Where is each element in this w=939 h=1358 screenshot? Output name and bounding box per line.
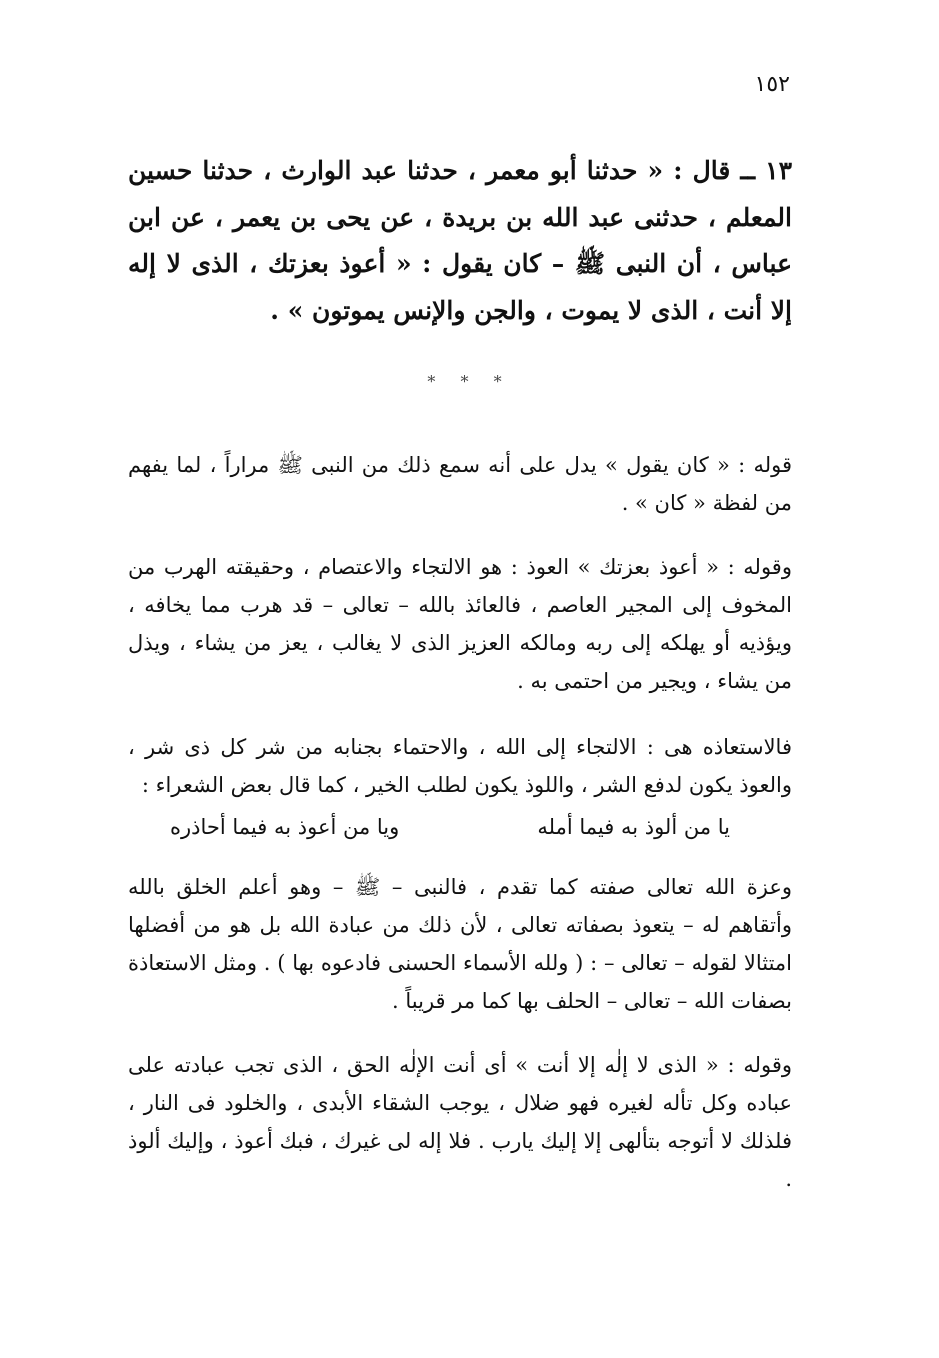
commentary-paragraph-2 xyxy=(128,548,792,700)
paragraph-text: قوله : « كان يقول » يدل على أنه سمع ذلك من النبى ﷺ مراراً ، لما يفهم من لفظة « كان » . xyxy=(128,453,792,515)
paragraph-text: وعزة الله تعالى صفته كما تقدم ، فالنبى – ﷺ – وهو أعلم الخلق بالله وأتقاهم له – يتعوذ بصفاته تعالى ، لأن ذلك من عبادة الله بل هو من أفضلها امتثالا لقوله – تعالى – : ( ولله الأسماء الحسنى فادعوه بها ) . ومثل الاستعاذة بصفات الله – تعالى – الحلف بها كما مر قريباً . xyxy=(128,875,792,1013)
paragraph-text: فالاستعاذه هى : الالتجاء إلى الله ، والاحتماء بجنابه من شر كل ذى شر ، والعوذ يكون لدفع الشر ، واللوذ يكون لطلب الخير ، كما قال بعض الشعراء : xyxy=(128,735,792,797)
hadith-number: ١٣ xyxy=(765,156,792,185)
hadith-body: ــ قال : « حدثنا أبو معمر ، حدثنا عبد الوارث ، حدثنا حسين المعلم ، حدثنى عبد الله بن بريدة ، عن يحى بن يعمر ، عن ابن عباس ، أن النبى ﷺ – كان يقول : « أعوذ بعزتك ، الذى لا إله إلا أنت ، الذى لا يموت ، والجن والإنس يموتون » . xyxy=(128,156,792,325)
verse-second-hemistich: ويا من أعوذ به فيما أحاذره xyxy=(170,815,400,839)
commentary-paragraph-4 xyxy=(128,868,792,1020)
verse-first-hemistich: يا من ألوذ به فيما أمله xyxy=(537,815,730,839)
paragraph-text: وقوله : « الذى لا إلٰه إلا أنت » أى أنت الإلٰه الحق ، الذى تجب عبادته على عباده وكل تأله لغيره فهو ضلال ، يوجب الشقاء الأبدى ، والخلود فى النار ، فلذلك لا أتوجه بتألهى إلا إليك يارب . فلا إله لى غيرك ، فبك أعوذ ، وإليك ألوذ . xyxy=(128,1053,792,1191)
poetry-verse xyxy=(170,808,730,846)
commentary-paragraph-1 xyxy=(128,446,792,522)
paragraph-text: وقوله : « أعوذ بعزتك » العوذ : هو الالتجاء والاعتصام ، وحقيقته الهرب من المخوف إلى المجير العاصم ، فالعائذ بالله – تعالى – قد هرب مما يخافه ، ويؤذيه أو يهلكه إلى ربه ومالكه العزيز الذى لا يغالب ، يعز من يشاء ، ويذل من يشاء ، ويجير من احتمى به . xyxy=(128,555,792,693)
page-number: ١٥٢ xyxy=(754,72,790,97)
commentary-paragraph-5 xyxy=(128,1046,792,1198)
commentary-paragraph-3 xyxy=(128,728,792,804)
section-separator: * * * xyxy=(427,372,512,391)
hadith-text xyxy=(128,148,792,334)
